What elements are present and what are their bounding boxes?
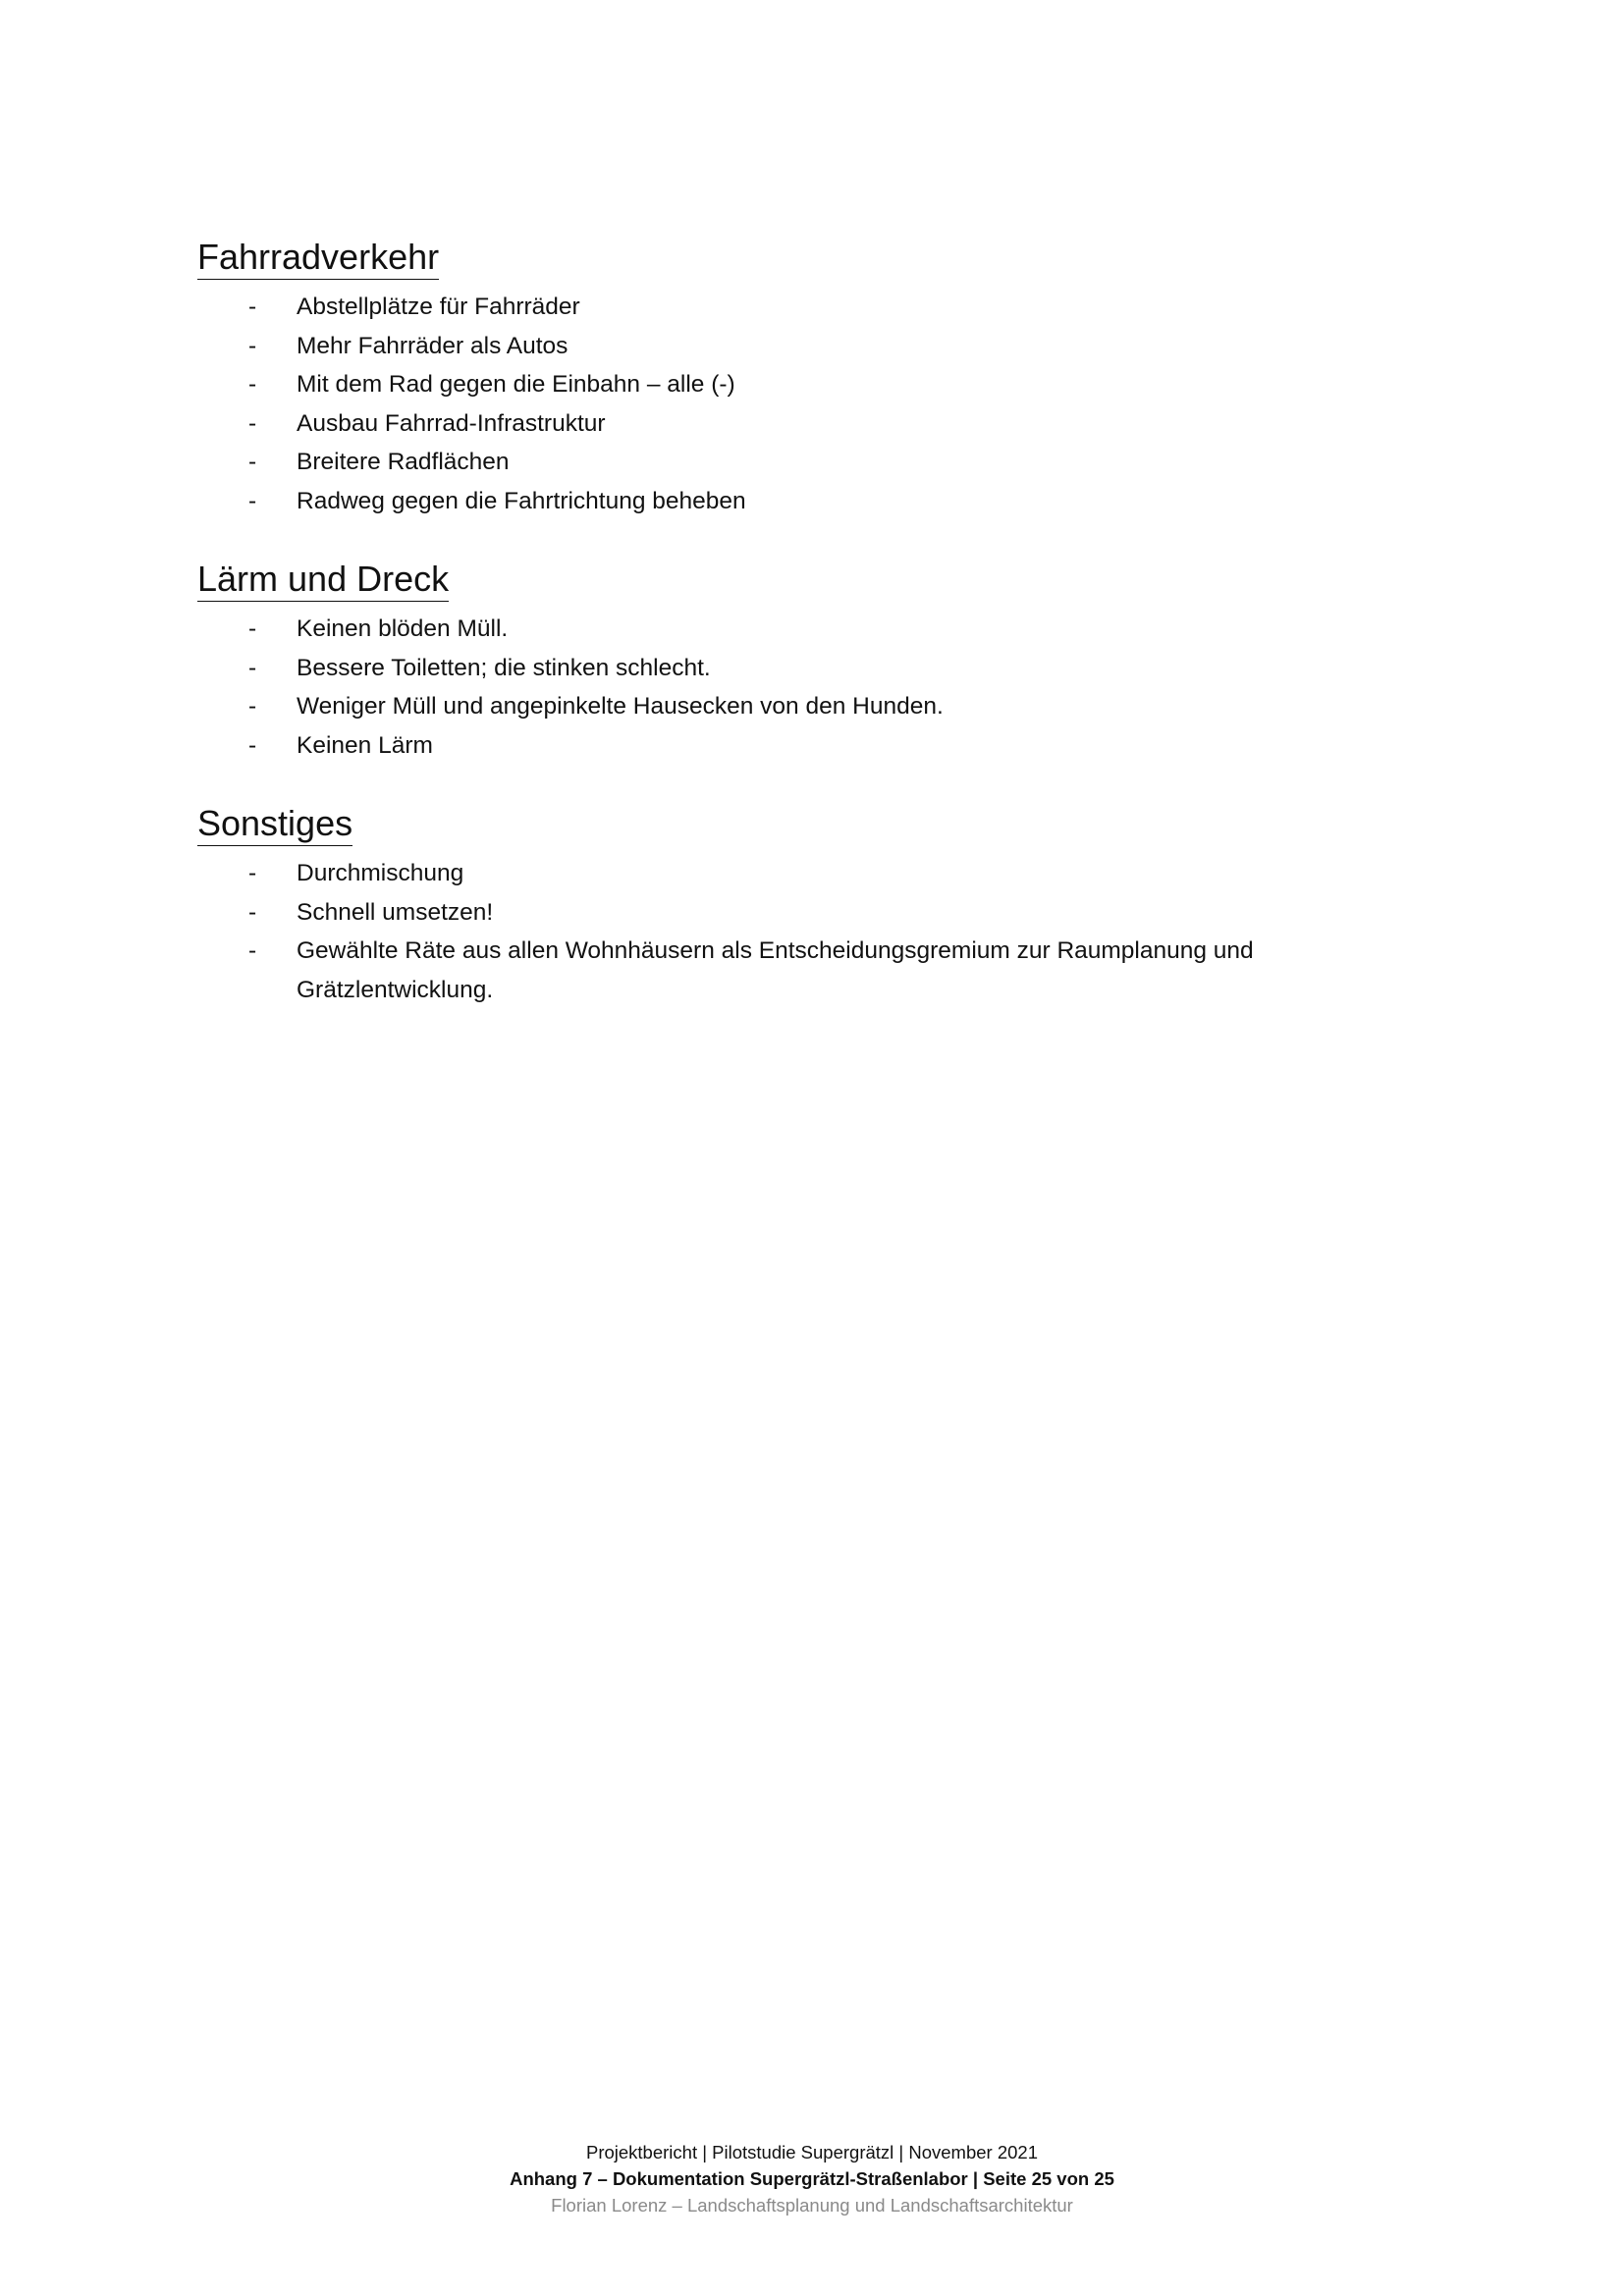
list-item-text: Ausbau Fahrrad-Infrastruktur (297, 409, 606, 437)
footer-author: Florian Lorenz – Landschaftsplanung und Landschaftsarchitektur (551, 2195, 1073, 2216)
list-item (197, 288, 1425, 327)
list-item-text: Schnell umsetzen! (297, 898, 494, 926)
list-item-text: Keinen blöden Müll. (297, 615, 509, 642)
section-title: Sonstiges (197, 802, 352, 846)
list-item-text: Radweg gegen die Fahrtrichtung beheben (297, 487, 746, 514)
dash-bullet: - (248, 693, 257, 720)
dash-bullet: - (248, 487, 257, 514)
document-body (197, 236, 1425, 1046)
list-item-text: Breitere Radflächen (297, 449, 510, 475)
dash-bullet: - (248, 898, 257, 926)
list-item (197, 404, 1425, 444)
list-item (197, 932, 1425, 1009)
list-item (197, 854, 1425, 893)
list-item (197, 365, 1425, 404)
section-title: Fahrradverkehr (197, 236, 439, 280)
dash-bullet: - (248, 615, 257, 642)
bullet-list (197, 610, 1425, 765)
list-item-text: Mit dem Rad gegen die Einbahn – alle (-) (297, 371, 735, 398)
dash-bullet: - (248, 371, 257, 398)
list-item (197, 482, 1425, 521)
list-item (197, 327, 1425, 366)
list-item-text: Gewählte Räte aus allen Wohnhäusern als Entscheidungsgremium zur Raumplanung und Grätzlentwicklung. (297, 937, 1254, 1003)
section-laerm-und-dreck (197, 558, 1425, 765)
dash-bullet: - (248, 294, 257, 320)
list-item (197, 649, 1425, 688)
dash-bullet: - (248, 731, 257, 759)
list-item (197, 893, 1425, 933)
bullet-list (197, 854, 1425, 1009)
bullet-list (197, 288, 1425, 520)
list-item-text: Abstellplätze für Fahrräder (297, 294, 580, 320)
section-title: Lärm und Dreck (197, 558, 449, 602)
list-item-text: Weniger Müll und angepinkelte Hausecken von den Hunden. (297, 693, 944, 720)
dash-bullet: - (248, 654, 257, 681)
dash-bullet: - (248, 860, 257, 886)
section-fahrradverkehr (197, 236, 1425, 520)
page-footer (0, 2139, 1624, 2218)
list-item-text: Bessere Toiletten; die stinken schlecht. (297, 654, 711, 681)
dash-bullet: - (248, 332, 257, 359)
list-item-text: Durchmischung (297, 860, 464, 886)
footer-appendix-page: Anhang 7 – Dokumentation Supergrätzl-Straßenlabor | Seite 25 von 25 (510, 2168, 1114, 2189)
section-sonstiges (197, 802, 1425, 1009)
footer-report-info: Projektbericht | Pilotstudie Supergrätzl | November 2021 (585, 2142, 1038, 2163)
dash-bullet: - (248, 937, 257, 964)
list-item (197, 443, 1425, 482)
list-item-text: Keinen Lärm (297, 731, 433, 759)
list-item-text: Mehr Fahrräder als Autos (297, 332, 568, 359)
dash-bullet: - (248, 409, 257, 437)
list-item (197, 610, 1425, 649)
dash-bullet: - (248, 449, 257, 475)
list-item (197, 726, 1425, 766)
list-item (197, 687, 1425, 726)
